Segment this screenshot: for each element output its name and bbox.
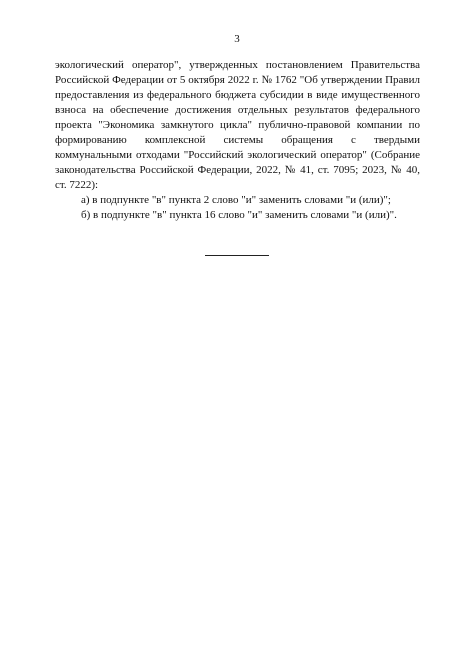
list-item-b: б) в подпункте "в" пункта 16 слово "и" заменить словами "и (или)". — [81, 209, 397, 221]
end-of-document-rule — [205, 255, 269, 256]
page-number: 3 — [234, 33, 240, 45]
document-body — [55, 58, 420, 223]
intro-paragraph: экологический оператор", утвержденных постановлением Правительства Российской Федерации от 5 октября 2022 г. № 1762 "Об утверждении Правил предоставления из федерального бюджета субсидии в виде имущественного взноса на обеспечение достижения отдельных результатов федерального проекта "Экономика замкнутого цикла" публично-правовой компании по формированию комплексной системы обращения с твердыми коммунальными отходами "Российский экологический оператор" (Собрание законодательства Российской Федерации, 2022, № 41, ст. 7095; 2023, № 40, ст. 7222): — [55, 59, 420, 191]
list-item-a: а) в подпункте "в" пункта 2 слово "и" заменить словами "и (или)"; — [81, 194, 391, 206]
